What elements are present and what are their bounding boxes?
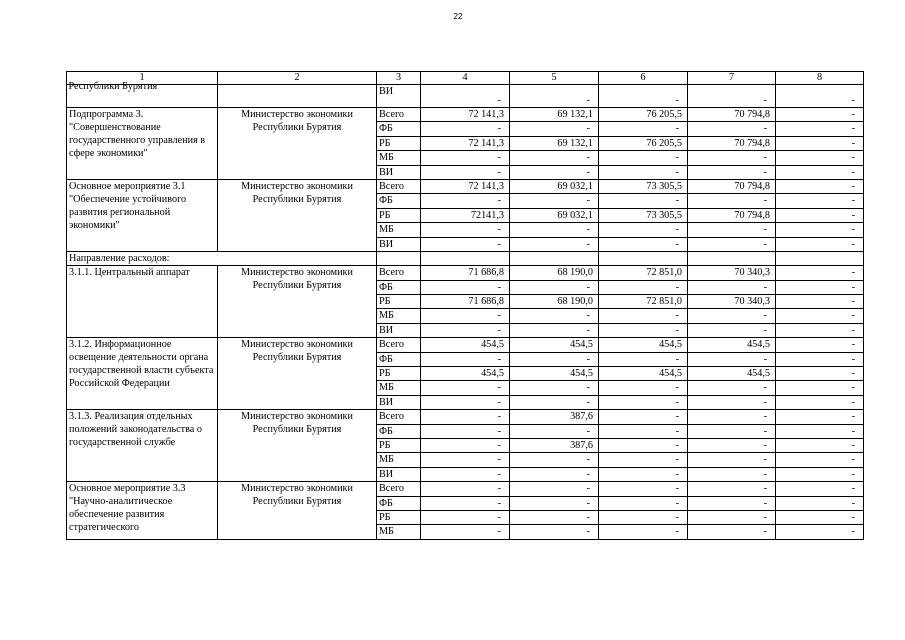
value-cell: - [599, 151, 688, 165]
value-cell: - [599, 510, 688, 524]
value-cell: 454,5 [510, 338, 599, 352]
header-cell: 2 [218, 72, 377, 85]
funding-source-cell: Всего [377, 482, 421, 496]
value-cell: - [688, 352, 776, 366]
value-cell: 76 205,5 [599, 108, 688, 122]
value-cell: 72 141,3 [421, 136, 510, 150]
value-cell: - [776, 108, 864, 122]
funding-source-cell: Всего [377, 266, 421, 280]
empty-cell [776, 251, 864, 265]
empty-cell [510, 251, 599, 265]
value-cell: - [599, 438, 688, 452]
value-cell: - [599, 194, 688, 208]
value-cell: - [510, 453, 599, 467]
value-cell: - [776, 410, 864, 424]
continuation-label: Республики Бурятия [68, 80, 158, 92]
value-cell: - [599, 496, 688, 510]
funding-source-cell: РБ [377, 367, 421, 381]
value-cell: 454,5 [510, 367, 599, 381]
funding-source-cell: ВИ [377, 395, 421, 409]
value-cell: - [510, 237, 599, 251]
value-cell: - [688, 525, 776, 539]
header-cell: 4 [421, 72, 510, 85]
table-row [67, 338, 864, 352]
value-cell: - [599, 280, 688, 294]
value-cell: 71 686,8 [421, 295, 510, 309]
funding-source-cell: ВИ [377, 323, 421, 337]
value-cell: 72 141,3 [421, 108, 510, 122]
funding-source-cell: РБ [377, 208, 421, 222]
value-cell: - [776, 438, 864, 452]
header-cell: 3 [377, 72, 421, 85]
value-cell: - [421, 467, 510, 481]
organization-cell: Министерство экономики Республики Бурятия [218, 108, 377, 180]
section-label: Направление расходов: [67, 251, 377, 265]
organization-cell: Министерство экономики Республики Бурятия [218, 410, 377, 482]
value-cell: - [688, 165, 776, 179]
empty-cell [377, 251, 421, 265]
value-cell: 70 340,3 [688, 266, 776, 280]
value-cell: - [510, 496, 599, 510]
value-cell: - [688, 453, 776, 467]
table-row [67, 179, 864, 193]
value-cell: - [599, 237, 688, 251]
value-cell: - [688, 381, 776, 395]
funding-source-cell: ФБ [377, 424, 421, 438]
value-cell: - [421, 165, 510, 179]
value-cell: - [776, 179, 864, 193]
value-cell: - [688, 467, 776, 481]
value-cell: - [599, 410, 688, 424]
value-cell: - [421, 482, 510, 496]
funding-source-cell: ВИ [377, 237, 421, 251]
value-cell: - [421, 525, 510, 539]
value-cell: 71 686,8 [421, 266, 510, 280]
value-cell: - [510, 525, 599, 539]
value-cell: - [510, 309, 599, 323]
funding-source-cell: ФБ [377, 280, 421, 294]
value-cell: - [599, 165, 688, 179]
value-cell: - [510, 223, 599, 237]
value-cell: 70 794,8 [688, 136, 776, 150]
organization-cell: Министерство экономики Республики Бурятия [218, 266, 377, 338]
value-cell: - [599, 309, 688, 323]
value-cell: - [776, 151, 864, 165]
value-cell: - [688, 151, 776, 165]
funding-source-cell: РБ [377, 438, 421, 452]
value-cell: - [421, 410, 510, 424]
value-cell: 69 032,1 [510, 179, 599, 193]
value-cell: - [599, 223, 688, 237]
value-cell: 68 190,0 [510, 295, 599, 309]
funding-source-cell: РБ [377, 136, 421, 150]
table-row [67, 266, 864, 280]
funding-source-cell: ВИ [377, 165, 421, 179]
value-cell: - [688, 223, 776, 237]
value-cell: - [599, 85, 688, 108]
value-cell: - [599, 381, 688, 395]
value-cell: - [599, 352, 688, 366]
source-cell: ВИ [377, 85, 421, 108]
value-cell: - [688, 122, 776, 136]
value-cell: - [421, 453, 510, 467]
description-cell: 3.1.3. Реализация отдельных положений законодательства о государственной службе [67, 410, 218, 482]
value-cell: - [599, 323, 688, 337]
value-cell: - [510, 122, 599, 136]
value-cell: - [599, 482, 688, 496]
empty-cell [599, 251, 688, 265]
empty-cell [421, 251, 510, 265]
table-row [67, 482, 864, 496]
value-cell: 69 032,1 [510, 208, 599, 222]
funding-source-cell: МБ [377, 309, 421, 323]
value-cell: - [510, 381, 599, 395]
value-cell: - [776, 136, 864, 150]
value-cell: - [599, 453, 688, 467]
value-cell: - [776, 122, 864, 136]
value-cell: 454,5 [599, 367, 688, 381]
value-cell: - [421, 194, 510, 208]
value-cell: - [421, 237, 510, 251]
value-cell: - [510, 85, 599, 108]
value-cell: 70 794,8 [688, 208, 776, 222]
continuation-desc-cell [67, 80, 218, 108]
value-cell: 70 794,8 [688, 179, 776, 193]
value-cell: 70 340,3 [688, 295, 776, 309]
organization-cell: Министерство экономики Республики Бурятия [218, 482, 377, 540]
value-cell: - [421, 122, 510, 136]
value-cell: - [776, 338, 864, 352]
value-cell: - [776, 467, 864, 481]
value-cell: - [510, 510, 599, 524]
value-cell: - [688, 410, 776, 424]
value-cell: 454,5 [421, 338, 510, 352]
description-cell: Основное мероприятие 3.1 "Обеспечение устойчивого развития региональной экономики" [67, 179, 218, 251]
value-cell: 76 205,5 [599, 136, 688, 150]
value-cell: - [776, 309, 864, 323]
value-cell: - [776, 194, 864, 208]
value-cell: 387,6 [510, 438, 599, 452]
organization-cell: Министерство экономики Республики Бурятия [218, 338, 377, 410]
value-cell: 72 851,0 [599, 266, 688, 280]
value-cell: - [421, 280, 510, 294]
value-cell: - [776, 295, 864, 309]
value-cell: - [510, 194, 599, 208]
funding-source-cell: Всего [377, 179, 421, 193]
value-cell: - [688, 237, 776, 251]
value-cell: - [688, 510, 776, 524]
funding-source-cell: ФБ [377, 122, 421, 136]
value-cell: 70 794,8 [688, 108, 776, 122]
value-cell: 69 132,1 [510, 136, 599, 150]
funding-source-cell: МБ [377, 381, 421, 395]
value-cell: - [776, 85, 864, 108]
value-cell: - [421, 424, 510, 438]
funding-source-cell: ФБ [377, 352, 421, 366]
value-cell: 72 851,0 [599, 295, 688, 309]
funding-source-cell: МБ [377, 223, 421, 237]
value-cell: - [421, 510, 510, 524]
description-cell: Подпрограмма 3. "Совершенствование государственного управления в сфере экономики" [67, 108, 218, 180]
value-cell: - [776, 223, 864, 237]
funding-source-cell: МБ [377, 525, 421, 539]
value-cell: - [510, 352, 599, 366]
value-cell: - [599, 467, 688, 481]
value-cell: - [599, 122, 688, 136]
value-cell: - [421, 85, 510, 108]
continuation-row [67, 85, 864, 108]
value-cell: 454,5 [688, 367, 776, 381]
value-cell: - [599, 424, 688, 438]
value-cell: 454,5 [599, 338, 688, 352]
funding-source-cell: ФБ [377, 496, 421, 510]
header-cell: 5 [510, 72, 599, 85]
header-cell: 8 [776, 72, 864, 85]
value-cell: 454,5 [688, 338, 776, 352]
value-cell: - [510, 165, 599, 179]
funding-source-cell: МБ [377, 151, 421, 165]
table-body [67, 72, 864, 540]
value-cell: - [776, 280, 864, 294]
org-cell [218, 85, 377, 108]
description-cell: Основное мероприятие 3.3 "Научно-аналитическое обеспечение развития стратегического [67, 482, 218, 540]
funding-source-cell: РБ [377, 295, 421, 309]
value-cell: - [421, 323, 510, 337]
value-cell: - [688, 496, 776, 510]
value-cell: 387,6 [510, 410, 599, 424]
funding-source-cell: РБ [377, 510, 421, 524]
value-cell: - [421, 438, 510, 452]
value-cell: 69 132,1 [510, 108, 599, 122]
description-cell: 3.1.2. Информационное освещение деятельности органа государственной власти субъекта Российской Федерации [67, 338, 218, 410]
value-cell: - [776, 237, 864, 251]
page-number: 22 [453, 12, 463, 21]
value-cell: - [421, 352, 510, 366]
value-cell: - [776, 525, 864, 539]
value-cell: - [510, 280, 599, 294]
value-cell: - [776, 165, 864, 179]
funding-source-cell: Всего [377, 338, 421, 352]
value-cell: - [421, 151, 510, 165]
value-cell: - [688, 85, 776, 108]
value-cell: - [510, 151, 599, 165]
value-cell: 68 190,0 [510, 266, 599, 280]
value-cell: - [688, 482, 776, 496]
value-cell: 73 305,5 [599, 179, 688, 193]
value-cell: 454,5 [421, 367, 510, 381]
header-row [67, 72, 864, 85]
value-cell: 72 141,3 [421, 179, 510, 193]
value-cell: - [776, 510, 864, 524]
funding-source-cell: ВИ [377, 467, 421, 481]
value-cell: - [688, 395, 776, 409]
value-cell: - [510, 467, 599, 481]
value-cell: - [776, 323, 864, 337]
organization-cell: Министерство экономики Республики Бурятия [218, 179, 377, 251]
value-cell: - [421, 309, 510, 323]
header-cell: 1 [67, 72, 218, 85]
value-cell: - [776, 482, 864, 496]
funding-source-cell: Всего [377, 108, 421, 122]
value-cell: - [510, 424, 599, 438]
value-cell: - [776, 496, 864, 510]
value-cell: - [510, 482, 599, 496]
value-cell: - [776, 266, 864, 280]
value-cell: - [688, 323, 776, 337]
value-cell: - [776, 453, 864, 467]
value-cell: - [688, 194, 776, 208]
value-cell: - [776, 395, 864, 409]
empty-cell [688, 251, 776, 265]
funding-source-cell: ФБ [377, 194, 421, 208]
section-row [67, 251, 864, 265]
header-cell: 7 [688, 72, 776, 85]
value-cell: - [599, 525, 688, 539]
value-cell: 72141,3 [421, 208, 510, 222]
table-row [67, 108, 864, 122]
value-cell: - [599, 395, 688, 409]
table-row [67, 410, 864, 424]
value-cell: 73 305,5 [599, 208, 688, 222]
value-cell: - [421, 223, 510, 237]
value-cell: - [776, 367, 864, 381]
description-cell: 3.1.1. Центральный аппарат [67, 266, 218, 338]
value-cell: - [510, 395, 599, 409]
value-cell: - [688, 309, 776, 323]
value-cell: - [688, 424, 776, 438]
value-cell: - [776, 352, 864, 366]
value-cell: - [688, 280, 776, 294]
value-cell: - [776, 424, 864, 438]
value-cell: - [421, 381, 510, 395]
header-cell: 6 [599, 72, 688, 85]
value-cell: - [510, 323, 599, 337]
value-cell: - [776, 381, 864, 395]
funding-source-cell: Всего [377, 410, 421, 424]
value-cell: - [421, 496, 510, 510]
budget-table [66, 71, 864, 540]
value-cell: - [776, 208, 864, 222]
funding-source-cell: МБ [377, 453, 421, 467]
value-cell: - [421, 395, 510, 409]
value-cell: - [688, 438, 776, 452]
